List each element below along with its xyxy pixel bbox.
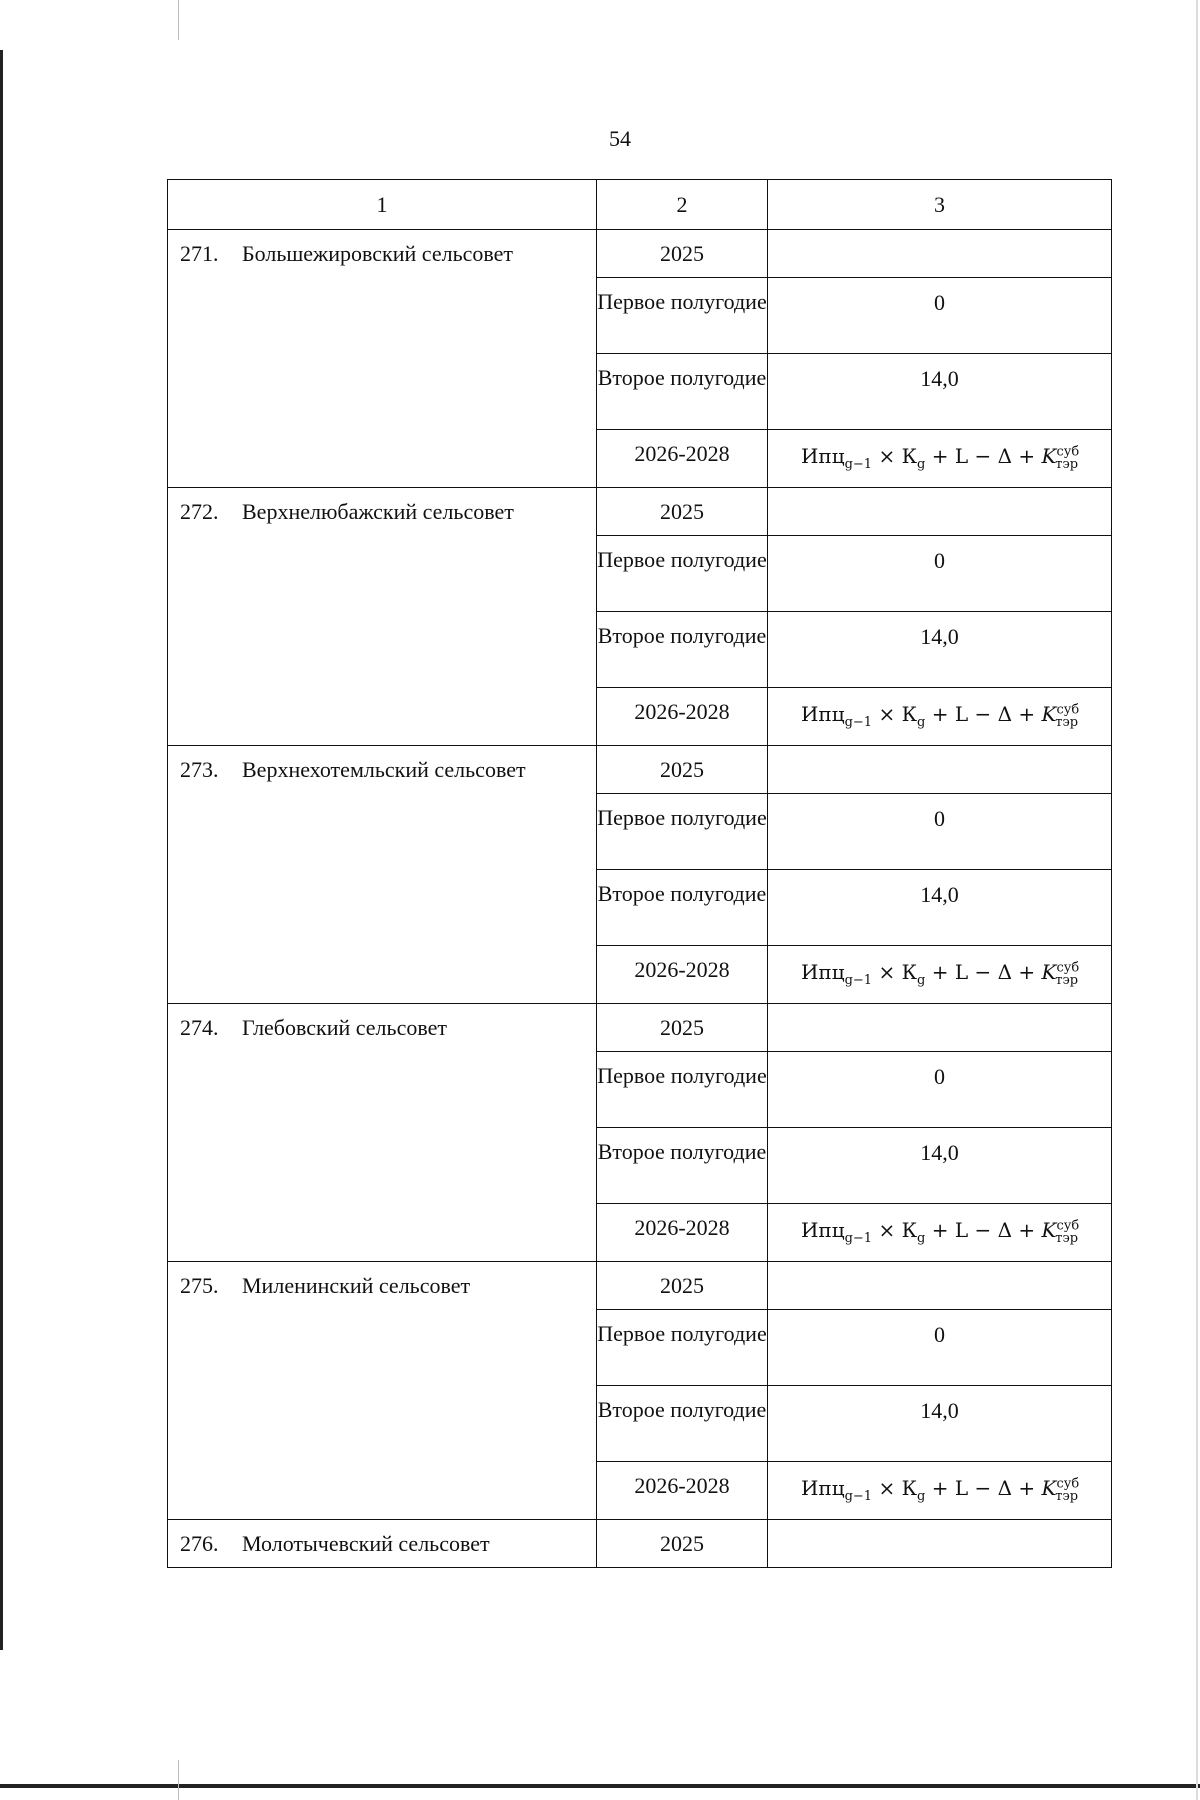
second-half-label: Второе полугодие xyxy=(597,1128,768,1204)
second-half-value: 14,0 xyxy=(768,1128,1112,1204)
year-cell: 2025 xyxy=(597,1262,768,1310)
year-cell: 2025 xyxy=(597,1520,768,1568)
table-body xyxy=(168,230,1112,1568)
row-number: 276. xyxy=(180,1531,219,1556)
row-number: 274. xyxy=(180,1015,219,1040)
empty-value-cell xyxy=(768,230,1112,278)
second-half-value: 14,0 xyxy=(768,870,1112,946)
settlement-name: Молотычевский сельсовет xyxy=(242,1531,490,1556)
second-half-label: Второе полугодие xyxy=(597,354,768,430)
settlement-name: Большежировский сельсовет xyxy=(242,241,514,266)
year-cell: 2025 xyxy=(597,488,768,536)
first-half-label: Первое полугодие xyxy=(597,536,768,612)
formula-cell xyxy=(768,430,1112,488)
settlement-cell xyxy=(168,1520,597,1568)
period-range: 2026-2028 xyxy=(597,946,768,1004)
scan-left-edge xyxy=(0,50,3,1650)
table-row xyxy=(168,230,1112,278)
period-range: 2026-2028 xyxy=(597,1462,768,1520)
tariff-formula: $Ипц_{g-1} \times К_g + L - \Delta + K^{суб}_{тэр}$ xyxy=(800,1218,1080,1246)
settlement-name: Глебовский сельсовет xyxy=(242,1015,447,1040)
tariff-formula: $Ипц_{g-1} \times К_g + L - \Delta + K^{суб}_{тэр}$ xyxy=(800,702,1080,730)
first-half-value: 0 xyxy=(768,278,1112,354)
settlement-cell xyxy=(168,1004,597,1262)
first-half-value: 0 xyxy=(768,1310,1112,1386)
table-row xyxy=(168,1262,1112,1310)
first-half-label: Первое полугодие xyxy=(597,1052,768,1128)
formula-cell xyxy=(768,946,1112,1004)
tariff-formula: $Ипц_{g-1} \times К_g + L - \Delta + K^{суб}_{тэр}$ xyxy=(800,444,1080,472)
row-number: 275. xyxy=(180,1273,219,1298)
first-half-value: 0 xyxy=(768,794,1112,870)
settlement-cell xyxy=(168,488,597,746)
first-half-label: Первое полугодие xyxy=(597,794,768,870)
empty-value-cell xyxy=(768,488,1112,536)
first-half-value: 0 xyxy=(768,1052,1112,1128)
first-half-label: Первое полугодие xyxy=(597,278,768,354)
scan-right-edge xyxy=(1196,0,1198,1800)
settlement-cell xyxy=(168,746,597,1004)
second-half-label: Второе полугодие xyxy=(597,612,768,688)
table-row xyxy=(168,1004,1112,1052)
empty-value-cell xyxy=(768,1520,1112,1568)
formula-cell xyxy=(768,1462,1112,1520)
year-cell: 2025 xyxy=(597,1004,768,1052)
first-half-label: Первое полугодие xyxy=(597,1310,768,1386)
settlement-name: Верхнелюбажский сельсовет xyxy=(242,499,514,524)
empty-value-cell xyxy=(768,1262,1112,1310)
second-half-label: Второе полугодие xyxy=(597,870,768,946)
header-col-3: 3 xyxy=(768,180,1112,230)
data-table xyxy=(167,179,1112,1568)
settlement-cell xyxy=(168,230,597,488)
settlement-cell xyxy=(168,1262,597,1520)
scan-mark xyxy=(178,0,179,40)
period-range: 2026-2028 xyxy=(597,430,768,488)
tariff-formula: $Ипц_{g-1} \times К_g + L - \Delta + K^{суб}_{тэр}$ xyxy=(800,1476,1080,1504)
row-number: 273. xyxy=(180,757,219,782)
row-number: 272. xyxy=(180,499,219,524)
settlement-name: Миленинский сельсовет xyxy=(242,1273,471,1298)
second-half-value: 14,0 xyxy=(768,354,1112,430)
table-row xyxy=(168,1520,1112,1568)
first-half-value: 0 xyxy=(768,536,1112,612)
scan-bottom-edge xyxy=(0,1784,1200,1788)
table-row xyxy=(168,488,1112,536)
formula-cell xyxy=(768,688,1112,746)
year-cell: 2025 xyxy=(597,746,768,794)
empty-value-cell xyxy=(768,1004,1112,1052)
row-number: 271. xyxy=(180,241,219,266)
formula-cell xyxy=(768,1204,1112,1262)
page-number: 54 xyxy=(609,126,631,151)
second-half-label: Второе полугодие xyxy=(597,1386,768,1462)
period-range: 2026-2028 xyxy=(597,688,768,746)
period-range: 2026-2028 xyxy=(597,1204,768,1262)
second-half-value: 14,0 xyxy=(768,612,1112,688)
table-row xyxy=(168,746,1112,794)
header-col-2: 2 xyxy=(597,180,768,230)
header-col-1: 1 xyxy=(168,180,597,230)
scan-mark xyxy=(178,1760,179,1800)
tariff-formula: $Ипц_{g-1} \times К_g + L - \Delta + K^{суб}_{тэр}$ xyxy=(800,960,1080,988)
header-row xyxy=(168,180,1112,230)
settlement-name: Верхнехотемльский сельсовет xyxy=(242,757,526,782)
empty-value-cell xyxy=(768,746,1112,794)
year-cell: 2025 xyxy=(597,230,768,278)
second-half-value: 14,0 xyxy=(768,1386,1112,1462)
